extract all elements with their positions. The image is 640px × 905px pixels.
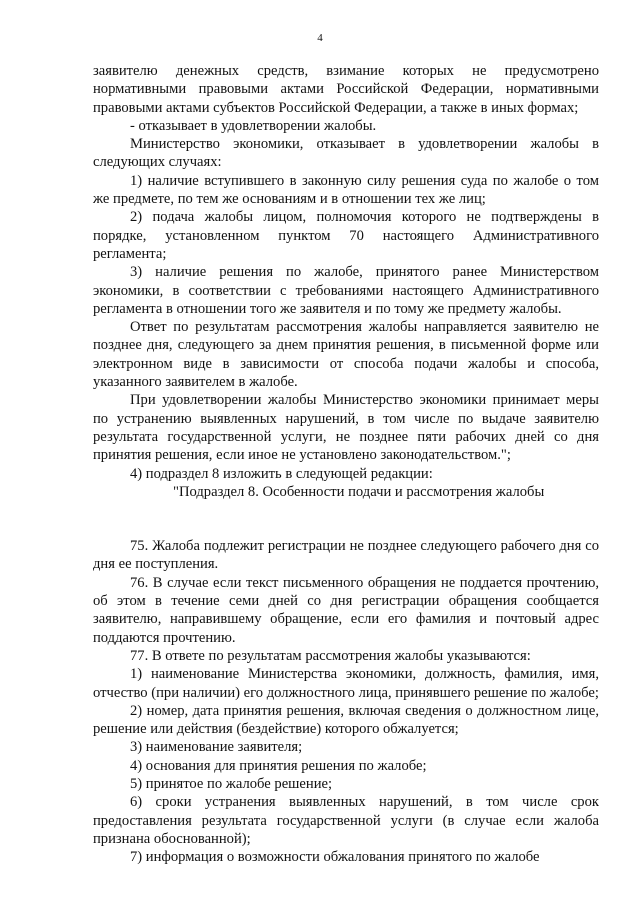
- paragraph: 76. В случае если текст письменного обращения не поддается прочтению, об этом в течение семи дней со дня регистрации обращения сообщается заявителю, направившему обращение, если его фамилия и почтовый адрес поддаются прочтению.: [93, 574, 599, 646]
- list-item: 5) принятое по жалобе решение;: [130, 775, 333, 792]
- list-item: 6) сроки устранения выявленных нарушений, в том числе срок предоставления результата государственной услуги (в случае если жалоба признана обоснованной);: [93, 794, 599, 847]
- list-item: 3) наименование заявителя;: [130, 739, 303, 756]
- paragraph: - отказывает в удовлетворении жалобы.: [130, 117, 377, 134]
- page-number: 4: [317, 32, 323, 44]
- subsection-heading: "Подраздел 8. Особенности подачи и рассмотрения жалобы: [173, 483, 545, 500]
- list-item: 2) номер, дата принятия решения, включая сведения о должностном лице, решение или действия (бездействие) которого обжалуется;: [93, 702, 599, 738]
- list-item: 4) основания для принятия решения по жалобе;: [130, 757, 427, 774]
- document-body: [93, 62, 599, 866]
- paragraph: 77. В ответе по результатам рассмотрения жалобы указываются:: [130, 647, 531, 664]
- list-item: 7) информация о возможности обжалования принятого по жалобе: [130, 849, 540, 866]
- list-item: 1) наименование Министерства экономики, должность, фамилия, имя, отчество (при наличии) его должностного лица, принявшего решение по жалобе;: [93, 666, 599, 701]
- paragraph: заявителю денежных средств, взимание которых не предусмотрено нормативными правовыми актами Российской Федерации, нормативными правовыми актами субъектов Российской Федерации, а также в иных формах;: [93, 63, 599, 116]
- paragraph: Ответ по результатам рассмотрения жалобы направляется заявителю не позднее дня, следующего за днем принятия решения, в письменной форме или электронном виде в зависимости от способа подачи жалобы и способа, указанного заявителем в жалобе.: [93, 319, 599, 391]
- paragraph: 75. Жалоба подлежит регистрации не позднее следующего рабочего дня со дня ее поступления.: [93, 538, 599, 573]
- list-item: 2) подача жалобы лицом, полномочия которого не подтверждены в порядке, установленном пунктом 70 настоящего Административного регламента;: [93, 209, 599, 262]
- paragraph: Министерство экономики, отказывает в удовлетворении жалобы в следующих случаях:: [93, 136, 599, 171]
- paragraph: При удовлетворении жалобы Министерство экономики принимает меры по устранению выявленных нарушений, в том числе по выдаче заявителю результата государственной услуги, не позднее пяти рабочих дней со дня принятия решения, если иное не установлено законодательством.";: [93, 392, 599, 464]
- paragraph: 4) подраздел 8 изложить в следующей редакции:: [130, 465, 433, 482]
- list-item: 3) наличие решения по жалобе, принятого ранее Министерством экономики, в соответствии с требованиями настоящего Административного регламента в отношении того же заявителя и по тому же предмету жалобы.: [93, 264, 599, 317]
- list-item: 1) наличие вступившего в законную силу решения суда по жалобе о том же предмете, по тем же основаниям и в отношении тех же лиц;: [93, 172, 599, 208]
- spacer: [93, 501, 599, 537]
